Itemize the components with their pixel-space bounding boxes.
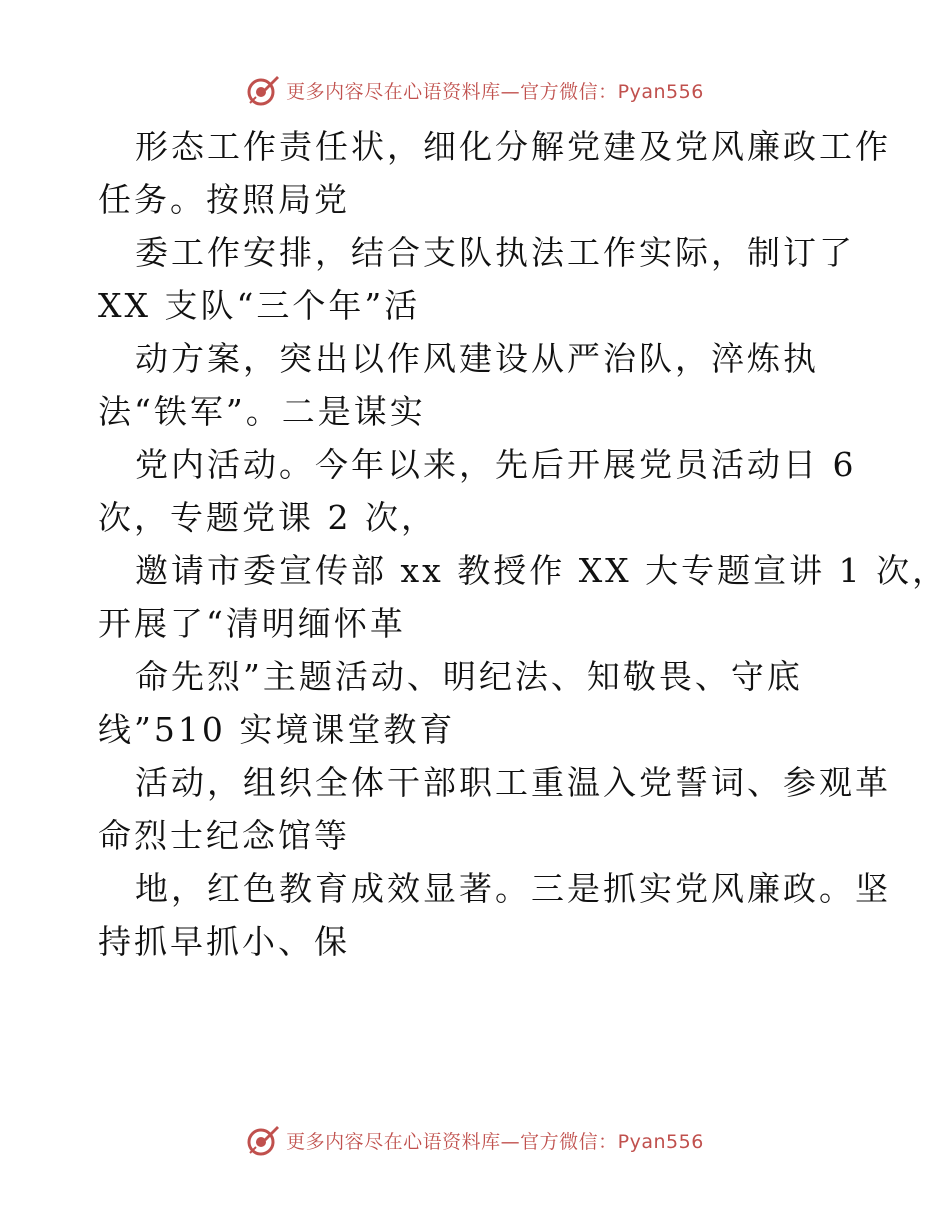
text-line: XX 支队“三个年”活 [98, 286, 421, 325]
document-body [98, 120, 949, 968]
text-line: 法“铁军”。二是谋实 [98, 392, 426, 431]
text-line: 命先烈”主题活动、明纪法、知敬畏、守底 [135, 657, 803, 696]
text-line: 开展了“清明缅怀革 [98, 604, 406, 643]
watermark-text: 更多内容尽在心语资料库—官方微信：Pyan556 [286, 80, 704, 103]
text-line: 委工作安排，结合支队执法工作实际，制订了 [135, 233, 855, 272]
text-line: 活动，组织全体干部职工重温入党誓词、参观革 [135, 763, 891, 802]
watermark-text: 更多内容尽在心语资料库—官方微信：Pyan556 [286, 1130, 704, 1153]
text-line: 持抓早抓小、保 [98, 922, 350, 961]
text-line: 动方案，突出以作风建设从严治队，淬炼执 [135, 339, 819, 378]
text-line: 党内活动。今年以来，先后开展党员活动日 6 [135, 445, 857, 484]
pen-logo-icon [246, 73, 280, 107]
pen-logo-icon [246, 1123, 280, 1157]
footer-watermark [0, 1120, 950, 1160]
text-line: 邀请市委宣传部 xx 教授作 XX 大专题宣讲 1 次， [135, 551, 949, 590]
text-line: 线”510 实境课堂教育 [98, 710, 456, 749]
text-line: 命烈士纪念馆等 [98, 816, 350, 855]
text-line: 地，红色教育成效显著。三是抓实党风廉政。坚 [135, 869, 891, 908]
text-line: 形态工作责任状，细化分解党建及党风廉政工作 [135, 127, 891, 166]
text-line: 任务。按照局党 [98, 180, 350, 219]
header-watermark [0, 70, 950, 110]
text-line: 次，专题党课 2 次， [98, 498, 437, 537]
